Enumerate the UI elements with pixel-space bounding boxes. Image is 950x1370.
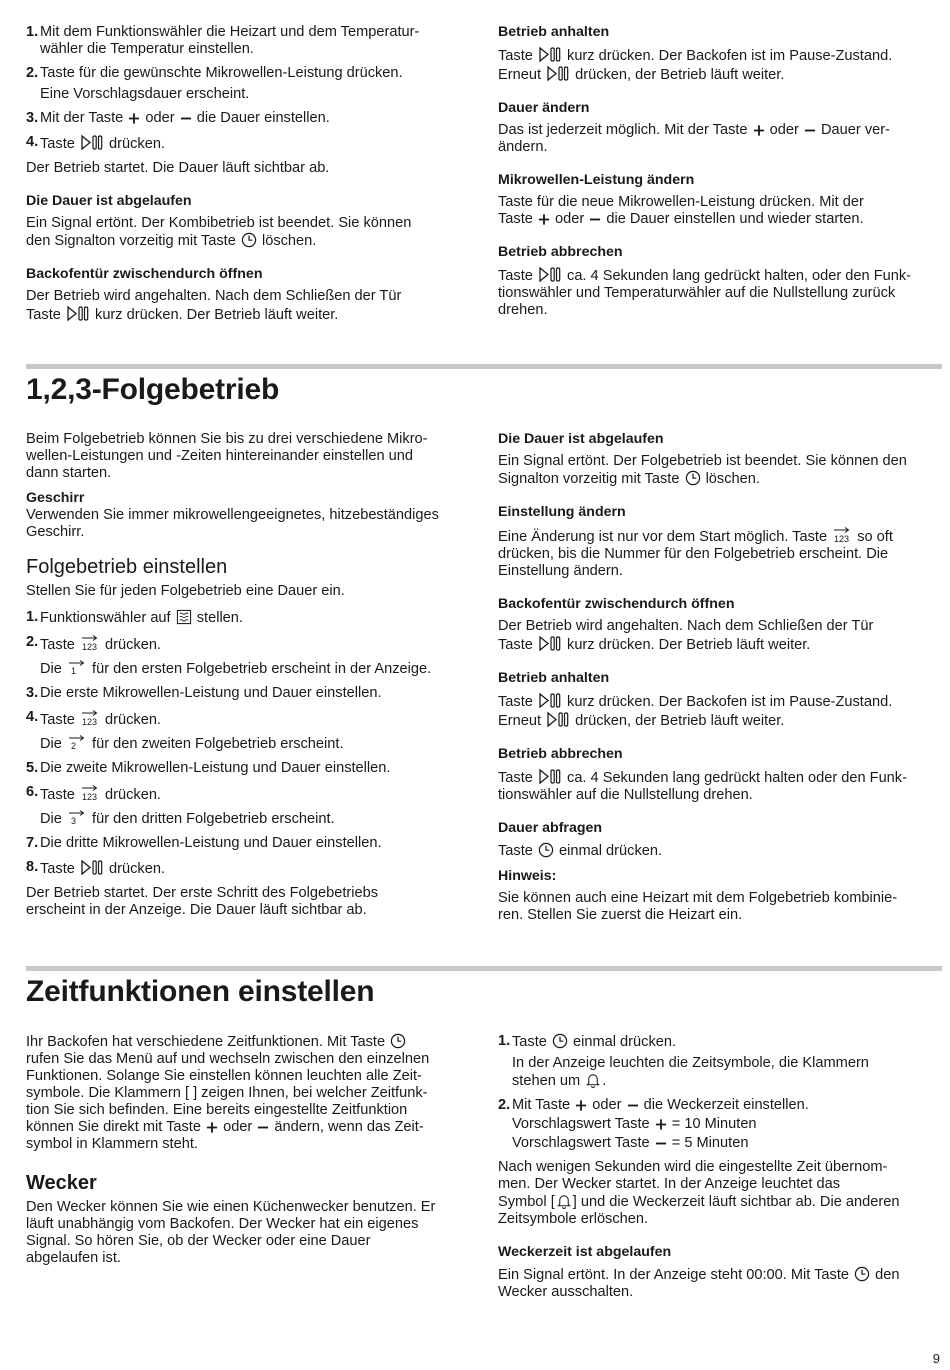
seq-door-paragraph: Der Betrieb wird angehalten. Nach dem Schließen der Tür Taste kurz drücken. Der Betrieb läuft weiter.: [498, 618, 874, 653]
seq-query-heading: Dauer abfragen: [498, 820, 603, 836]
svg-text:1: 1: [70, 666, 76, 676]
microwave-function-icon: [176, 609, 192, 625]
change-heading: Dauer ändern: [498, 100, 590, 116]
section-divider: [26, 966, 942, 971]
minus-icon: [804, 124, 816, 137]
dish-paragraph: Verwenden Sie immer mikrowellengeeignetes, hitzebeständiges Geschirr.: [26, 507, 439, 540]
dauer-heading: Die Dauer ist abgelaufen: [26, 193, 192, 209]
svg-text:2: 2: [70, 741, 76, 751]
sequence-123-icon: [832, 526, 852, 544]
pause-heading: Betrieb anhalten: [498, 24, 610, 40]
start-pause-icon: [538, 692, 562, 709]
plus-icon: [753, 124, 765, 137]
sequence-123-icon: [80, 634, 100, 652]
minus-icon: [180, 112, 192, 125]
plus-icon: [206, 1121, 218, 1134]
set-seq-heading: Folgebetrieb einstellen: [26, 556, 228, 578]
step-2: 2. Taste für die gewünschte Mikrowellen-Leistung drücken. Eine Vorschlagsdauer erscheint.: [26, 65, 403, 102]
seq-intro: Beim Folgebetrieb können Sie bis zu drei verschiedene Mikro- wellen-Leistungen und -Zeiten hintereinander einstellen und dann starten.: [26, 431, 428, 481]
seq-step-8: 8. Taste drücken.: [26, 859, 165, 877]
minus-icon: [627, 1099, 639, 1112]
timer-end-heading: Weckerzeit ist abgelaufen: [498, 1244, 672, 1260]
timer-step-2: 2. Mit Taste oder die Weckerzeit einstellen. Vorschlagswert Taste = 10 Minuten Vorschlagswert Taste = 5 Minuten: [498, 1097, 809, 1151]
bell-icon: [556, 1193, 572, 1209]
sequence-123-icon: [80, 784, 100, 802]
seq-setting-heading: Einstellung ändern: [498, 504, 626, 520]
seq-right-column: [498, 431, 943, 931]
seq-door-heading: Backofentür zwischendurch öffnen: [498, 596, 735, 612]
plus-icon: [538, 213, 550, 226]
plus-icon: [655, 1118, 667, 1131]
seq-pause-heading: Betrieb anhalten: [498, 670, 610, 686]
time-left-column: [26, 1033, 476, 1274]
start-pause-icon: [538, 635, 562, 652]
start-pause-icon: [538, 768, 562, 785]
clock-icon: [685, 470, 701, 486]
step-3: 3. Mit der Taste oder die Dauer einstellen.: [26, 110, 330, 126]
page-number: 9: [932, 1351, 940, 1366]
start-pause-icon: [80, 859, 104, 876]
seq-step-1: 1. Funktionswähler auf stellen.: [26, 609, 243, 626]
timer-end-paragraph: Ein Signal ertönt. In der Anzeige steht 00:00. Mit Taste den Wecker ausschalten.: [498, 1267, 900, 1300]
plus-icon: [575, 1099, 587, 1112]
abort-heading: Betrieb abbrechen: [498, 244, 623, 260]
clock-icon: [854, 1266, 870, 1282]
plus-icon: [128, 112, 140, 125]
clock-icon: [552, 1033, 568, 1049]
section-divider: [26, 364, 942, 369]
seq-step-6: 6. Taste drücken. Die 3 für den dritten Folgebetrieb erscheint.: [26, 784, 335, 827]
top-right-column: [498, 24, 943, 326]
minus-icon: [257, 1121, 269, 1134]
section-title-seq: 1,2,3-Folgebetrieb: [26, 373, 280, 406]
sequence-1-icon: [67, 658, 87, 676]
change-paragraph: Das ist jederzeit möglich. Mit der Taste oder Dauer ver- ändern.: [498, 122, 890, 155]
power-paragraph: Taste für die neue Mikrowellen-Leistung drücken. Mit der Taste oder die Dauer einstellen und wieder starten.: [498, 194, 864, 227]
sequence-123-icon: [80, 709, 100, 727]
seq-step-7: 7. Die dritte Mikrowellen-Leistung und Dauer einstellen.: [26, 835, 382, 851]
seq-abort-heading: Betrieb abbrechen: [498, 746, 623, 762]
timer-paragraph: Den Wecker können Sie wie einen Küchenwecker benutzen. Er läuft unabhängig vom Backofen. Der Wecker hat ein eigenes Signal. So hören Sie, ob der Wecker oder eine Dauer abgelaufen ist.: [26, 1199, 436, 1266]
start-pause-icon: [80, 134, 104, 151]
start-pause-icon: [546, 711, 570, 728]
top-left-column: [26, 24, 476, 331]
seq-dauer-paragraph: Ein Signal ertönt. Der Folgebetrieb ist beendet. Sie können den Signalton vorzeitig mit Taste löschen.: [498, 453, 907, 487]
power-heading: Mikrowellen-Leistung ändern: [498, 172, 695, 188]
sequence-3-icon: [67, 808, 87, 826]
seq-abort-paragraph: Taste ca. 4 Sekunden lang gedrückt halten oder den Funk- tionswähler auf die Nullstellung drehen.: [498, 770, 907, 803]
clock-icon: [241, 232, 257, 248]
seq-query-paragraph: Taste einmal drücken.: [498, 843, 663, 859]
clock-icon: [390, 1033, 406, 1049]
abort-paragraph: Taste ca. 4 Sekunden lang gedrückt halten, oder den Funk- tionswähler und Temperaturwähler auf die Nullstellung zurück drehen.: [498, 268, 912, 318]
seq-pause-paragraph: Taste kurz drücken. Der Backofen ist im Pause-Zustand. Erneut drücken, der Betrieb läuft weiter.: [498, 694, 893, 729]
time-right-column: [498, 1033, 943, 1308]
start-pause-icon: [546, 65, 570, 82]
start-pause-icon: [66, 305, 90, 322]
svg-text:3: 3: [70, 816, 76, 826]
seq-note-heading: Hinweis:: [498, 868, 557, 884]
seq-step-2: 2. Taste drücken. Die 1 für den ersten Folgebetrieb erscheint in der Anzeige.: [26, 634, 432, 677]
timer-after-paragraph: Nach wenigen Sekunden wird die eingestellte Zeit übernom- men. Der Wecker startet. In der Anzeige leuchtet das Symbol [ ] und die Weckerzeit läuft sichtbar ab. Die anderen Zeitsymbole erlöschen.: [498, 1159, 900, 1227]
door-heading: Backofentür zwischendurch öffnen: [26, 266, 263, 282]
minus-icon: [655, 1137, 667, 1150]
time-intro: Ihr Backofen hat verschiedene Zeitfunktionen. Mit Taste rufen Sie das Menü auf und wechseln zwischen den einzelnen Funktionen. Solange Sie einstellen können leuchten alle Zeit- symbole. Die Klammern [ ] zeigen Ihnen, bei welcher Zeitfunk- tion Sie sich befinden. Eine bereits eingestellte Zeitfunktion können Sie direkt mit Taste oder ändern, wenn das Zeit- symbol in Klammern steht.: [26, 1034, 430, 1152]
clock-icon: [538, 842, 554, 858]
bell-icon: [585, 1072, 601, 1088]
seq-step-3: 3. Die erste Mikrowellen-Leistung und Dauer einstellen.: [26, 685, 382, 701]
section-title-time: Zeitfunktionen einstellen: [26, 975, 375, 1008]
seq-note-paragraph: Sie können auch eine Heizart mit dem Folgebetrieb kombinie- ren. Stellen Sie zuerst die Heizart ein.: [498, 890, 898, 923]
seq-setting-paragraph: Eine Änderung ist nur vor dem Start möglich. Taste so oft drücken, bis die Nummer für den Folgebetrieb erscheint. Die Einstellung ändern.: [498, 526, 943, 580]
seq-left-column: [26, 431, 476, 926]
sequence-2-icon: [67, 733, 87, 751]
started-text: Der Betrieb startet. Die Dauer läuft sichtbar ab.: [26, 160, 330, 176]
step-1: 1. Mit dem Funktionswähler die Heizart und dem Temperatur- wähler die Temperatur einstellen.: [26, 24, 420, 57]
start-pause-icon: [538, 46, 562, 63]
step-4: 4. Taste drücken.: [26, 134, 165, 152]
door-paragraph: Der Betrieb wird angehalten. Nach dem Schließen der Tür Taste kurz drücken. Der Betrieb läuft weiter.: [26, 288, 402, 323]
start-pause-icon: [538, 266, 562, 283]
dauer-paragraph: Ein Signal ertönt. Der Kombibetrieb ist beendet. Sie können den Signalton vorzeitig mit Taste löschen.: [26, 215, 412, 249]
dish-heading: Geschirr: [26, 490, 85, 506]
minus-icon: [589, 213, 601, 226]
pause-paragraph: Taste kurz drücken. Der Backofen ist im Pause-Zustand. Erneut drücken, der Betrieb läuft weiter.: [498, 48, 893, 83]
seq-start-paragraph: Der Betrieb startet. Der erste Schritt des Folgebetriebs erscheint in der Anzeige. Die Dauer läuft sichtbar ab.: [26, 885, 379, 918]
timer-step-1: 1. Taste einmal drücken. In der Anzeige leuchten die Zeitsymbole, die Klammern stehen um .: [498, 1033, 869, 1089]
seq-step-4: 4. Taste drücken. Die 2 für den zweiten Folgebetrieb erscheint.: [26, 709, 344, 752]
timer-heading: Wecker: [26, 1172, 97, 1194]
seq-step-5: 5. Die zweite Mikrowellen-Leistung und Dauer einstellen.: [26, 760, 391, 776]
seq-dauer-heading: Die Dauer ist abgelaufen: [498, 431, 664, 447]
set-seq-paragraph: Stellen Sie für jeden Folgebetrieb eine Dauer ein.: [26, 583, 345, 599]
